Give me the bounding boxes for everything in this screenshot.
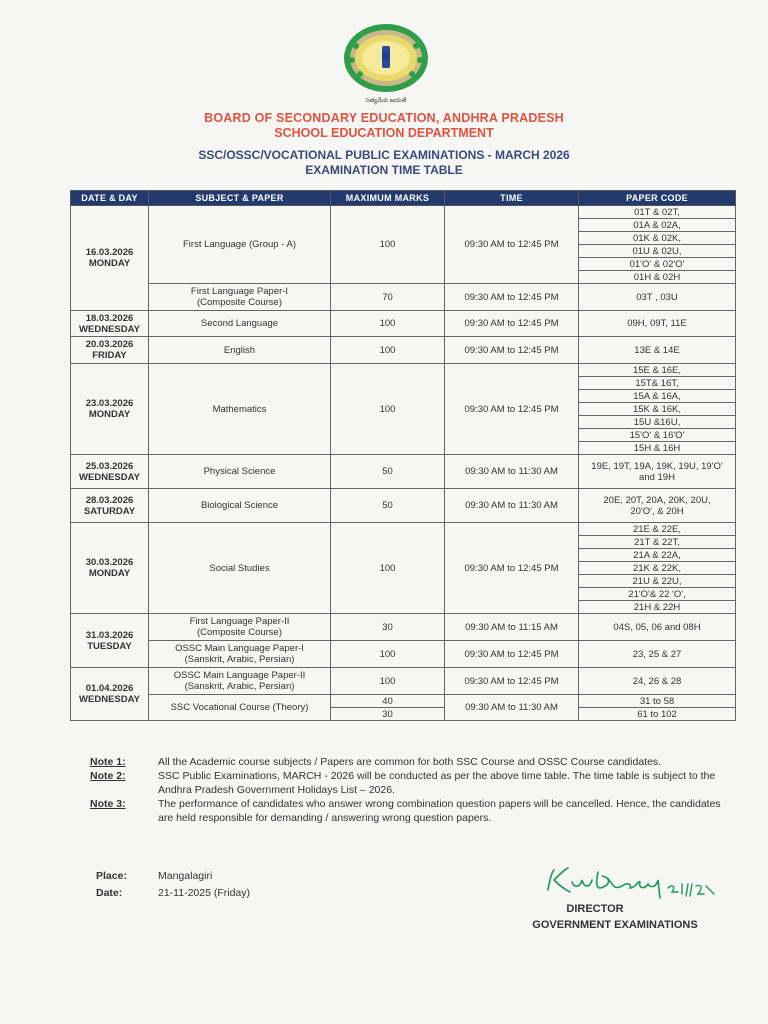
table-row	[71, 668, 736, 695]
code-cell: 21'O'& 22 'O',	[579, 588, 736, 601]
subject-cell: English	[149, 337, 331, 364]
code-cell: 04S, 05, 06 and 08H	[579, 614, 736, 641]
table-header-row	[71, 191, 736, 206]
designation-department: GOVERNMENT EXAMINATIONS	[532, 919, 698, 931]
note-text: The performance of candidates who answer wrong combination question papers will be cancelled. Hence, the candidates are held responsible for demanding / answering wrong question papers.	[158, 798, 721, 824]
code-cell: 21H & 22H	[579, 601, 736, 614]
date-cell: 16.03.2026 MONDAY	[71, 206, 149, 311]
note-label: Note 1:	[90, 756, 126, 768]
date-cell: 25.03.2026 WEDNESDAY	[71, 455, 149, 489]
time-cell: 09:30 AM to 12:45 PM	[445, 311, 579, 337]
subject-cell: Social Studies	[149, 523, 331, 614]
time-cell: 09:30 AM to 12:45 PM	[445, 523, 579, 614]
date-cell: 18.03.2026 WEDNESDAY	[71, 311, 149, 337]
header-time: TIME	[445, 191, 579, 206]
code-cell: 15K & 16K,	[579, 403, 736, 416]
code-cell: 31 to 58	[579, 695, 736, 708]
table-row	[71, 641, 736, 668]
code-cell: 01K & 02K,	[579, 232, 736, 245]
code-cell: 21K & 22K,	[579, 562, 736, 575]
header-code: PAPER CODE	[579, 191, 736, 206]
code-cell: 15T& 16T,	[579, 377, 736, 390]
board-title: BOARD OF SECONDARY EDUCATION, ANDHRA PRADESH	[204, 111, 564, 125]
header-subject: SUBJECT & PAPER	[149, 191, 331, 206]
note-item	[90, 797, 730, 825]
marks-cell: 100	[331, 641, 445, 668]
timetable-title: EXAMINATION TIME TABLE	[305, 163, 463, 177]
code-cell: 21U & 22U,	[579, 575, 736, 588]
code-cell: 61 to 102	[579, 708, 736, 721]
code-cell: 03T , 03U	[579, 284, 736, 311]
code-cell: 01T & 02T,	[579, 206, 736, 219]
marks-cell: 30	[331, 614, 445, 641]
note-item	[90, 755, 730, 769]
time-cell: 09:30 AM to 12:45 PM	[445, 337, 579, 364]
note-text: SSC Public Examinations, MARCH - 2026 will be conducted as per the above time table. The time table is subject to the Andhra Pradesh Government Holidays List – 2026.	[158, 770, 716, 796]
date-cell: 30.03.2026 MONDAY	[71, 523, 149, 614]
code-cell: 13E & 14E	[579, 337, 736, 364]
date-label: Date:	[96, 887, 123, 899]
date-value: 21-11-2025 (Friday)	[158, 887, 251, 899]
note-label: Note 2:	[90, 770, 126, 782]
date-cell: 31.03.2026 TUESDAY	[71, 614, 149, 668]
date-cell: 01.04.2026 WEDNESDAY	[71, 668, 149, 721]
timetable	[70, 190, 736, 721]
code-cell: 21E & 22E,	[579, 523, 736, 536]
code-cell: 01H & 02H	[579, 271, 736, 284]
code-cell: 20E, 20T, 20A, 20K, 20U, 20'O', & 20H	[579, 489, 736, 523]
ap-state-emblem-icon	[342, 22, 430, 110]
code-cell: 15'O' & 16'O'	[579, 429, 736, 442]
table-row	[71, 455, 736, 489]
place-value: Mangalagiri	[158, 870, 213, 882]
exam-title: SSC/OSSC/VOCATIONAL PUBLIC EXAMINATIONS - MARCH 2026	[198, 148, 570, 162]
code-cell: 01'O' & 02'O'	[579, 258, 736, 271]
code-cell: 01U & 02U,	[579, 245, 736, 258]
marks-cell: 50	[331, 455, 445, 489]
date-cell: 23.03.2026 MONDAY	[71, 364, 149, 455]
marks-cell: 30	[331, 708, 445, 721]
code-cell: 23, 25 & 27	[579, 641, 736, 668]
table-row	[71, 284, 736, 311]
table-row	[71, 337, 736, 364]
table-row	[71, 614, 736, 641]
table-row	[71, 489, 736, 523]
subject-cell: First Language Paper-II (Composite Course)	[149, 614, 331, 641]
time-cell: 09:30 AM to 12:45 PM	[445, 206, 579, 284]
code-cell: 19E, 19T, 19A, 19K, 19U, 19'O' and 19H	[579, 455, 736, 489]
code-cell: 15A & 16A,	[579, 390, 736, 403]
table-row	[71, 364, 736, 377]
marks-cell: 100	[331, 523, 445, 614]
date-cell: 28.03.2026 SATURDAY	[71, 489, 149, 523]
subject-cell: Physical Science	[149, 455, 331, 489]
table-row	[71, 695, 736, 708]
notes-section	[90, 755, 730, 825]
marks-cell: 100	[331, 337, 445, 364]
note-item	[90, 769, 730, 797]
header-marks: MAXIMUM MARKS	[331, 191, 445, 206]
table-row	[71, 523, 736, 536]
subject-cell: OSSC Main Language Paper-II (Sanskrit, Arabic, Persian)	[149, 668, 331, 695]
emblem-motto: సత్యమేవ జయతే	[365, 97, 407, 104]
code-cell: 15H & 16H	[579, 442, 736, 455]
subject-cell: Biological Science	[149, 489, 331, 523]
note-label: Note 3:	[90, 798, 126, 810]
time-cell: 09:30 AM to 11:15 AM	[445, 614, 579, 641]
subject-cell: Second Language	[149, 311, 331, 337]
marks-cell: 40	[331, 695, 445, 708]
marks-cell: 70	[331, 284, 445, 311]
date-cell: 20.03.2026 FRIDAY	[71, 337, 149, 364]
subject-cell: First Language (Group - A)	[149, 206, 331, 284]
code-cell: 15E & 16E,	[579, 364, 736, 377]
marks-cell: 100	[331, 364, 445, 455]
marks-cell: 100	[331, 206, 445, 284]
subject-cell: OSSC Main Language Paper-I (Sanskrit, Arabic, Persian)	[149, 641, 331, 668]
table-row	[71, 206, 736, 219]
time-cell: 09:30 AM to 11:30 AM	[445, 455, 579, 489]
code-cell: 01A & 02A,	[579, 219, 736, 232]
code-cell: 15U &16U,	[579, 416, 736, 429]
note-text: All the Academic course subjects / Papers are common for both SSC Course and OSSC Course candidates.	[158, 756, 662, 768]
department-title: SCHOOL EDUCATION DEPARTMENT	[274, 126, 494, 140]
designation-director: DIRECTOR	[566, 903, 624, 915]
code-cell: 09H, 09T, 11E	[579, 311, 736, 337]
header-date: DATE & DAY	[71, 191, 149, 206]
code-cell: 21T & 22T,	[579, 536, 736, 549]
subject-cell: SSC Vocational Course (Theory)	[149, 695, 331, 721]
marks-cell: 100	[331, 311, 445, 337]
time-cell: 09:30 AM to 12:45 PM	[445, 668, 579, 695]
marks-cell: 50	[331, 489, 445, 523]
time-cell: 09:30 AM to 11:30 AM	[445, 489, 579, 523]
time-cell: 09:30 AM to 12:45 PM	[445, 364, 579, 455]
marks-cell: 100	[331, 668, 445, 695]
director-signature	[540, 858, 740, 908]
time-cell: 09:30 AM to 12:45 PM	[445, 284, 579, 311]
time-cell: 09:30 AM to 11:30 AM	[445, 695, 579, 721]
time-cell: 09:30 AM to 12:45 PM	[445, 641, 579, 668]
subject-cell: First Language Paper-I (Composite Course)	[149, 284, 331, 311]
code-cell: 21A & 22A,	[579, 549, 736, 562]
table-row	[71, 311, 736, 337]
place-label: Place:	[96, 870, 127, 882]
place-date-block	[96, 868, 250, 902]
subject-cell: Mathematics	[149, 364, 331, 455]
code-cell: 24, 26 & 28	[579, 668, 736, 695]
